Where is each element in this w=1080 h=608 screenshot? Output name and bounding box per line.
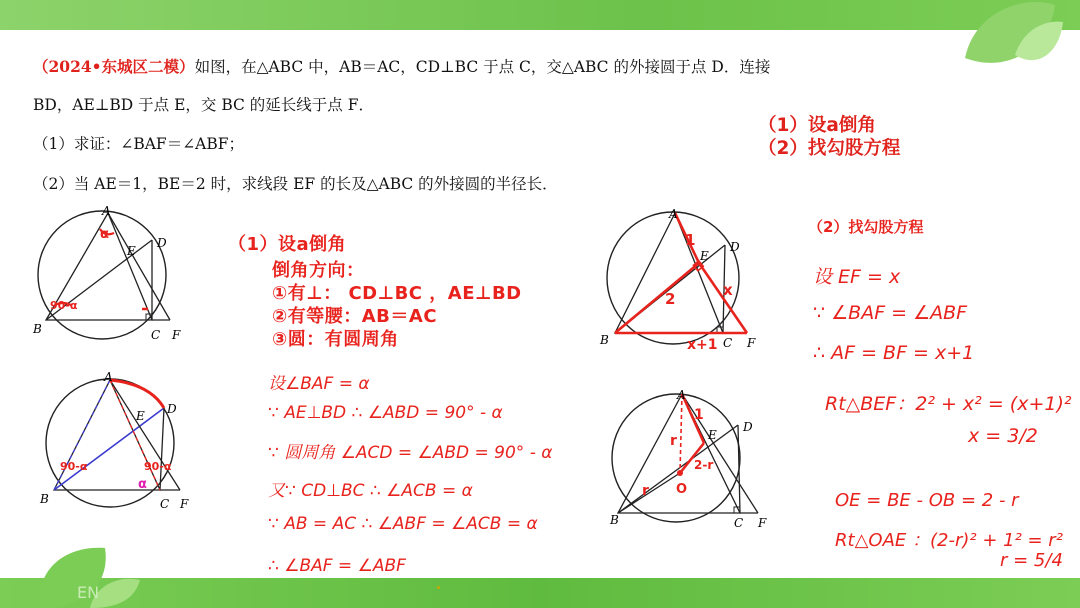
part1-step-1: 设∠BAF = α bbox=[268, 374, 370, 394]
part2-title: （2）找勾股方程 bbox=[808, 218, 924, 236]
top-green-band bbox=[0, 0, 1080, 30]
part2-step-1: 设 EF = x bbox=[813, 266, 901, 288]
question-1: （1）求证：∠BAF＝∠ABF； bbox=[33, 135, 245, 153]
fig3-label-A: A bbox=[669, 207, 678, 221]
fig1-label-D: D bbox=[157, 236, 167, 250]
problem-source: （2024•东城区二模） bbox=[33, 57, 195, 76]
fig2-label-D: D bbox=[167, 402, 177, 416]
fig2-label-F: F bbox=[180, 497, 189, 511]
part1-step-5: ∵ AB = AC ∴ ∠ABF = ∠ACB = α bbox=[268, 514, 538, 534]
fig3-two: 2 bbox=[665, 290, 676, 308]
fig1-label-B: B bbox=[33, 322, 42, 336]
header-note-1: （1）设a倒角 bbox=[758, 115, 876, 136]
part2-step-8: r = 5/4 bbox=[1000, 550, 1063, 571]
fig1-alpha: α bbox=[100, 227, 109, 242]
fig2-label-B: B bbox=[40, 492, 49, 506]
part1-step-2: ∵ AE⊥BD ∴ ∠ABD = 90° - α bbox=[268, 403, 503, 423]
fig3-one: 1 bbox=[685, 231, 696, 249]
fig4-label-A: A bbox=[677, 388, 686, 402]
fig4-label-F: F bbox=[758, 516, 767, 530]
header-note-2: （2）找勾股方程 bbox=[758, 138, 901, 159]
part2-step-3: ∴ AF = BF = x+1 bbox=[813, 342, 975, 364]
figure-3 bbox=[595, 205, 775, 355]
fig2-label-E: E bbox=[136, 409, 145, 423]
fig3-label-D: D bbox=[730, 240, 740, 254]
fig4-2-minus-r: 2-r bbox=[694, 458, 714, 472]
part1-direction-title: 倒角方向： bbox=[272, 260, 365, 281]
fig4-r-top: r bbox=[670, 433, 677, 449]
fig4-label-C: C bbox=[734, 516, 744, 530]
fig4-r-bottom: r bbox=[642, 483, 649, 499]
part1-point-1: ①有⊥： CD⊥BC ，AE⊥BD bbox=[272, 283, 522, 304]
bottom-green-band bbox=[0, 578, 1080, 608]
fig2-label-A: A bbox=[104, 370, 113, 384]
problem-text-1: 如图，在△ABC 中，AB＝AC，CD⊥BC 于点 C，交△ABC 的外接圆于点 D．连接 bbox=[194, 58, 771, 76]
fig2-90-alpha-right: 90-α bbox=[144, 460, 172, 473]
fig4-one: 1 bbox=[694, 407, 704, 423]
fig1-label-C: C bbox=[151, 328, 161, 342]
footer-dot bbox=[437, 586, 440, 589]
part1-step-6: ∴ ∠BAF = ∠ABF bbox=[268, 556, 406, 576]
fig1-label-A: A bbox=[102, 204, 111, 218]
fig4-label-D: D bbox=[743, 420, 753, 434]
part1-step-3: ∵ 圆周角 ∠ACD = ∠ABD = 90° - α bbox=[268, 443, 553, 463]
fig3-label-B: B bbox=[600, 333, 609, 347]
fig3-x: x bbox=[723, 281, 733, 299]
fig4-label-E: E bbox=[708, 428, 717, 442]
fig4-label-B: B bbox=[610, 513, 619, 527]
part1-title: （1）设a倒角 bbox=[228, 234, 347, 255]
part1-step-4: 又∵ CD⊥BC ∴ ∠ACB = α bbox=[268, 481, 473, 501]
fig2-alpha: α bbox=[138, 477, 147, 492]
part2-step-2: ∵ ∠BAF = ∠ABF bbox=[813, 302, 968, 324]
problem-text-2: BD，AE⊥BD 于点 E，交 BC 的延长线于点 F． bbox=[33, 96, 374, 114]
figure-1 bbox=[30, 205, 200, 345]
question-2: （2）当 AE＝1，BE＝2 时，求线段 EF 的长及△ABC 的外接圆的半径长． bbox=[33, 175, 558, 193]
fig3-x-plus-1: x+1 bbox=[687, 337, 718, 353]
part2-step-6: OE = BE - OB = 2 - r bbox=[835, 490, 1019, 511]
logo-text: EN bbox=[77, 583, 100, 602]
leaf-decoration-bottom-left bbox=[35, 540, 145, 608]
figure-2 bbox=[30, 370, 200, 515]
part1-point-2: ②有等腰：AB＝AC bbox=[272, 306, 438, 327]
fig2-90-alpha: 90-α bbox=[60, 460, 88, 473]
part2-step-5: x = 3/2 bbox=[968, 425, 1038, 447]
fig3-label-E: E bbox=[700, 249, 709, 263]
fig1-90-alpha: 90-α bbox=[50, 299, 78, 312]
fig1-label-E: E bbox=[127, 244, 136, 258]
figure-4 bbox=[598, 385, 778, 535]
part2-step-7: Rt△OAE ：(2-r)² + 1² = r² bbox=[835, 530, 1063, 551]
part2-step-4: Rt△BEF：2² + x² = (x+1)² bbox=[825, 393, 1072, 415]
fig4-label-O: O bbox=[676, 482, 688, 497]
fig1-label-F: F bbox=[172, 328, 181, 342]
problem-line-1 bbox=[33, 57, 770, 77]
fig3-label-C: C bbox=[723, 336, 733, 350]
leaf-decoration-top-right bbox=[955, 0, 1065, 80]
fig3-label-F: F bbox=[747, 336, 756, 350]
fig2-label-C: C bbox=[160, 497, 170, 511]
part1-point-3: ③圆：有圆周角 bbox=[272, 329, 399, 350]
